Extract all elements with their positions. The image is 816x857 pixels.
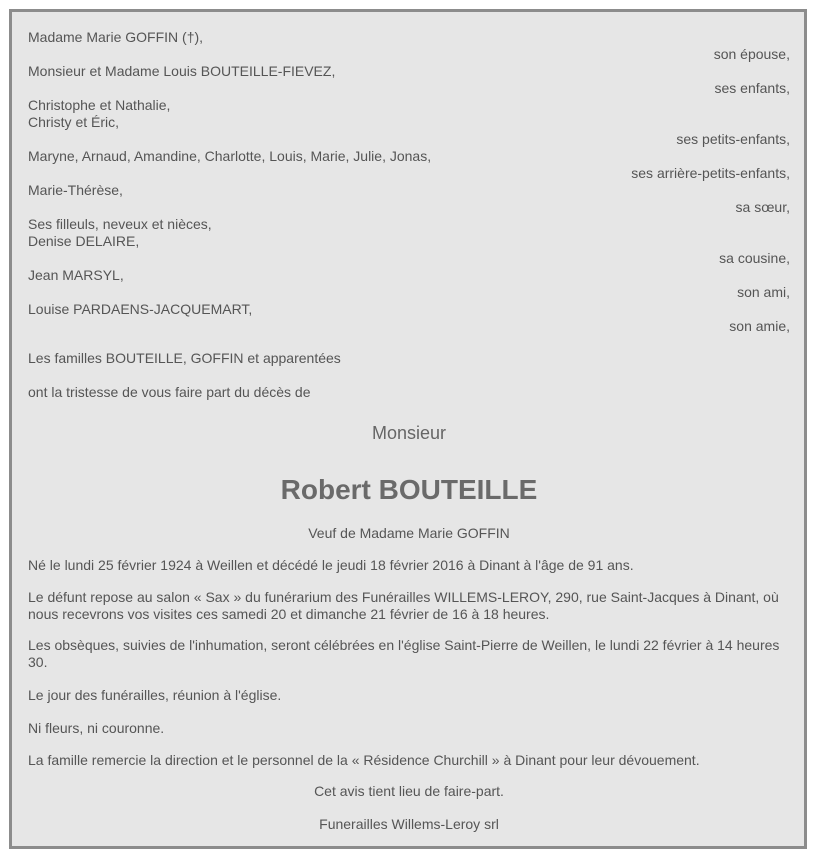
relation-great-grandchildren: ses arrière-petits-enfants, — [631, 165, 790, 181]
relation-grandchildren: ses petits-enfants, — [676, 131, 790, 147]
obseques-paragraph: Les obsèques, suivies de l'inhumation, seront célébrées en l'église Saint-Pierre de Weillen, le lundi 22 février à 14 heures 30. — [28, 637, 780, 670]
faire-part-line: Cet avis tient lieu de faire-part. — [314, 783, 504, 799]
family-line-cousin: Denise DELAIRE, — [28, 233, 140, 249]
family-line-godchildren: Ses filleuls, neveux et nièces, — [28, 216, 212, 232]
family-line-grandchildren-2: Christy et Éric, — [28, 114, 120, 130]
relation-sister: sa sœur, — [735, 199, 790, 215]
thanks-paragraph: La famille remercie la direction et le personnel de la « Résidence Churchill » à Dinant pour leur dévouement. — [28, 752, 700, 768]
family-line-grandchildren-1: Christophe et Nathalie, — [28, 97, 171, 113]
repose-paragraph: Le défunt repose au salon « Sax » du funérarium des Funérailles WILLEMS-LEROY, 290, rue Saint-Jacques à Dinant, où nous recevrons vos visites ces samedi 20 et dimanche 21 février de 16 à 18 heures. — [28, 589, 779, 622]
widower-line: Veuf de Madame Marie GOFFIN — [308, 525, 510, 541]
family-line-friend: Jean MARSYL, — [28, 267, 124, 283]
relation-cousin: sa cousine, — [719, 250, 790, 266]
family-line-wife: Madame Marie GOFFIN (†), — [28, 29, 204, 45]
flowers-paragraph: Ni fleurs, ni couronne. — [28, 720, 165, 736]
birth-death-paragraph: Né le lundi 25 février 1924 à Weillen et décédé le jeudi 18 février 2016 à Dinant à l'âge de 91 ans. — [28, 557, 634, 573]
relation-children: ses enfants, — [714, 80, 790, 96]
reunion-paragraph: Le jour des funérailles, réunion à l'église. — [28, 687, 282, 703]
families-line: Les familles BOUTEILLE, GOFFIN et apparentées — [28, 350, 341, 366]
family-line-children: Monsieur et Madame Louis BOUTEILLE-FIEVEZ, — [28, 63, 336, 79]
obituary-frame — [9, 9, 807, 849]
relation-wife: son épouse, — [713, 46, 790, 62]
funeral-home-signature: Funerailles Willems-Leroy srl — [319, 816, 499, 832]
family-line-great-grandchildren: Maryne, Arnaud, Amandine, Charlotte, Louis, Marie, Julie, Jonas, — [28, 148, 432, 164]
family-line-friend-female: Louise PARDAENS-JACQUEMART, — [28, 301, 253, 317]
relation-friend-female: son amie, — [729, 318, 790, 334]
announce-line: ont la tristesse de vous faire part du décès de — [28, 384, 311, 400]
family-line-sister: Marie-Thérèse, — [28, 182, 123, 198]
deceased-name: Robert BOUTEILLE — [280, 474, 538, 505]
salutation: Monsieur — [371, 423, 447, 443]
relation-friend: son ami, — [737, 284, 790, 300]
